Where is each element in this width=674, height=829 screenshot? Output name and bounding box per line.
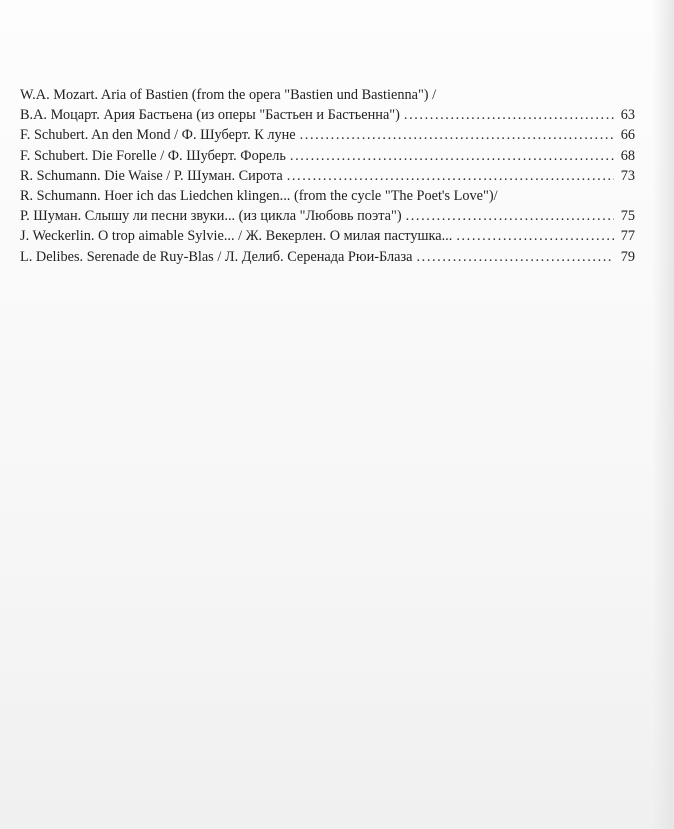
toc-entry-page-number: 79 [620, 248, 635, 265]
dot-leader [290, 146, 614, 166]
toc-entry-title: L. Delibes. Serenade de Ruy-Blas / Л. Делиб. Серенада Рюи-Блаза [20, 248, 413, 265]
toc-entry-schubert-mond [20, 125, 635, 145]
toc-entry-page-number: 68 [620, 147, 635, 164]
toc-entry-page-number: 66 [620, 127, 635, 144]
toc-entry-page-number: 77 [620, 228, 635, 245]
dot-leader [416, 247, 614, 267]
toc-entry-line-russian [20, 206, 635, 226]
dot-leader [287, 166, 614, 186]
toc-entry-weckerlin [20, 226, 635, 246]
toc-entry-title: Р. Шуман. Слышу ли песни звуки... (из цикла "Любовь поэта") [20, 208, 402, 225]
toc-entry-page-number: 73 [620, 167, 635, 184]
toc-entry-title: В.А. Моцарт. Ария Бастьена (из оперы "Бастьен и Бастьенна") [20, 107, 400, 124]
toc-entry-title: R. Schumann. Die Waise / Р. Шуман. Сирота [20, 167, 283, 184]
page-edge-shadow [652, 0, 674, 829]
toc-entry-delibes [20, 247, 635, 267]
toc-entry-title: F. Schubert. Die Forelle / Ф. Шуберт. Форель [20, 147, 286, 164]
dot-leader [404, 105, 614, 125]
toc-entry-page-number: 75 [620, 208, 635, 225]
dot-leader [456, 226, 614, 246]
toc-entry-line-russian [20, 105, 635, 125]
toc-entry-line-english: W.A. Mozart. Aria of Bastien (from the opera "Bastien und Bastienna") / [20, 87, 437, 103]
toc-entry-mozart [20, 85, 635, 125]
toc-entry-line-english: R. Schumann. Hoer ich das Liedchen klingen... (from the cycle "The Poet's Love")/ [20, 187, 498, 204]
toc-entry-schumann-liedchen [20, 186, 635, 226]
toc-entry-schumann-waise [20, 166, 635, 186]
toc-entry-schubert-forelle [20, 146, 635, 166]
toc-entry-title: F. Schubert. An den Mond / Ф. Шуберт. К луне [20, 127, 296, 144]
toc-entry-page-number: 63 [620, 107, 635, 124]
table-of-contents [20, 85, 635, 267]
dot-leader [406, 206, 614, 226]
dot-leader [300, 125, 614, 145]
toc-entry-title: J. Weckerlin. O trop aimable Sylvie... / Ж. Векерлен. О милая пастушка... [20, 228, 453, 245]
